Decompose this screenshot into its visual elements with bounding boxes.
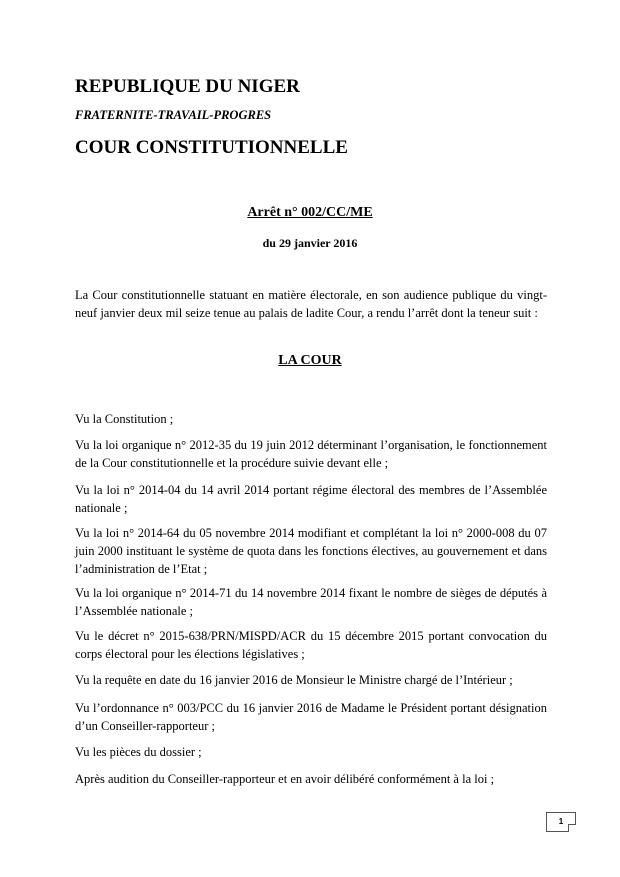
page-number: 1 [546, 812, 576, 832]
visa-item: Vu la Constitution ; [75, 412, 174, 426]
intro-paragraph: La Cour constitutionnelle statuant en matière électorale, en son audience publique du vingt-neuf janvier deux mil seize tenue au palais de ladite Cour, a rendu l’arrêt dont la teneur suit : [75, 288, 547, 320]
decision-date: du 29 janvier 2016 [262, 236, 358, 250]
visa-item: Vu le décret n° 2015-638/PRN/MISPD/ACR du 15 décembre 2015 portant convocation du corps électoral pour les élections législatives ; [75, 629, 547, 661]
visa-item: Vu la loi organique n° 2012-35 du 19 juin 2012 déterminant l’organisation, le fonctionnement de la Cour constitutionnelle et la procédure suivie devant elle ; [75, 438, 547, 470]
visa-item: Vu la requête en date du 16 janvier 2016 de Monsieur le Ministre chargé de l’Intérieur ; [75, 673, 513, 687]
national-motto: FRATERNITE-TRAVAIL-PROGRES [75, 108, 272, 122]
visa-item: Vu les pièces du dossier ; [75, 745, 202, 759]
section-title: LA COUR [278, 353, 342, 368]
republic-heading: REPUBLIQUE DU NIGER [75, 76, 300, 97]
decision-title: Arrêt n° 002/CC/ME [247, 205, 373, 220]
visa-item: Vu la loi n° 2014-04 du 14 avril 2014 portant régime électoral des membres de l’Assemblée nationale ; [75, 483, 547, 515]
visa-item: Vu la loi n° 2014-64 du 05 novembre 2014 modifiant et complétant la loi n° 2000-008 du 07 juin 2000 instituant le système de quota dans les fonctions électives, au gouvernement et dans l’administration de l’Etat ; [75, 526, 547, 576]
visa-item: Après audition du Conseiller-rapporteur et en avoir délibéré conformément à la loi ; [75, 772, 495, 786]
visa-item: Vu l’ordonnance n° 003/PCC du 16 janvier 2016 de Madame le Président portant désignation d’un Conseiller-rapporteur ; [75, 701, 547, 733]
visa-item: Vu la loi organique n° 2014-71 du 14 novembre 2014 fixant le nombre de sièges de députés à l’Assemblée nationale ; [75, 586, 547, 618]
court-heading: COUR CONSTITUTIONNELLE [75, 137, 348, 158]
